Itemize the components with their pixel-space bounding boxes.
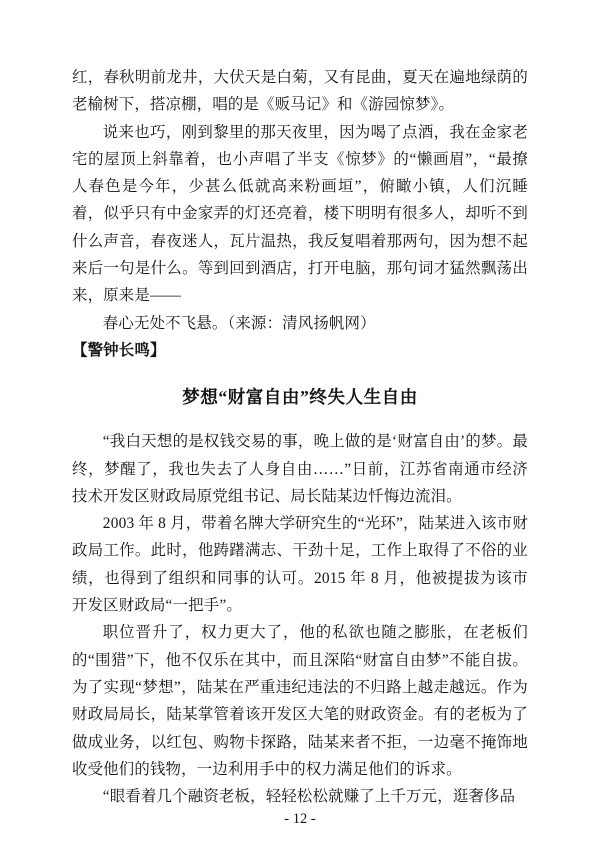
paragraph-corruption: 职位晋升了，权力更大了，他的私欲也随之膨胀，在老板们的“围猎”下，他不仅乐在其中，而且深陷“财富自由梦”不能自拔。为了实现“梦想”，陆某在严重违纪违法的不归路上越走越远。作为财政局局长，陆某掌管着该开发区大笔的财政资金。有的老板为了做成业务，以红包、购物卡探路，陆某来者不拒，一边毫不掩饰地收受他们的钱物，一边利用手中的权力满足他们的诉求。 [72,624,528,778]
paragraph-career-start: 2003 年 8 月，带着名牌大学研究生的“光环”，陆某进入该市财政局工作。此时，他踌躇满志、干劲十足，工作上取得了不俗的业绩，也得到了组织和同事的认可。2015 年 8 月，他被提拔为该市开发区财政局“一把手”。 [72,515,528,615]
section-header-warning-bell: 【警钟长鸣】 [72,341,166,359]
paragraph-rooftop-song: 说来也巧，刚到黎里的那天夜里，因为喝了点酒，我在金家老宅的屋顶上斜靠着，也小声唱了半支《惊梦》的“懒画眉”，“最撩人春色是今年，少甚么低就高来粉画垣”，俯瞰小镇，人们沉睡着，似乎只有中金家弄的灯还亮着，楼下明明有很多人，却听不到什么声音，春夜迷人，瓦片温热，我反复唱着那两句，因为想不起来后一句是什么。等到回到酒店，打开电脑，那句词才猛然飘荡出来，原来是—— [72,123,528,305]
page-number: - 12 - [284,811,316,827]
document-body [72,64,528,810]
paragraph-continuation: 红，春秋明前龙井，大伏天是白菊，又有昆曲，夏天在遍地绿荫的老榆树下，搭凉棚，唱的是《贩马记》和《游园惊梦》。 [72,69,528,114]
article-title: 梦想“财富自由”终失人生自由 [182,387,418,408]
paragraph-bosses-clipped: “眼看着几个融资老板，轻轻松松就赚了上千万元，逛奢侈品 [102,788,516,806]
paragraph-confession: “我白天想的是权钱交易的事，晚上做的是‘财富自由’的梦。最终，梦醒了，我也失去了人身自由……”日前，江苏省南通市经济技术开发区财政局原党组书记、局长陆某边忏悔边流泪。 [72,433,528,505]
paragraph-source-line: 春心无处不飞悬。（来源：清风扬帆网） [102,314,376,332]
